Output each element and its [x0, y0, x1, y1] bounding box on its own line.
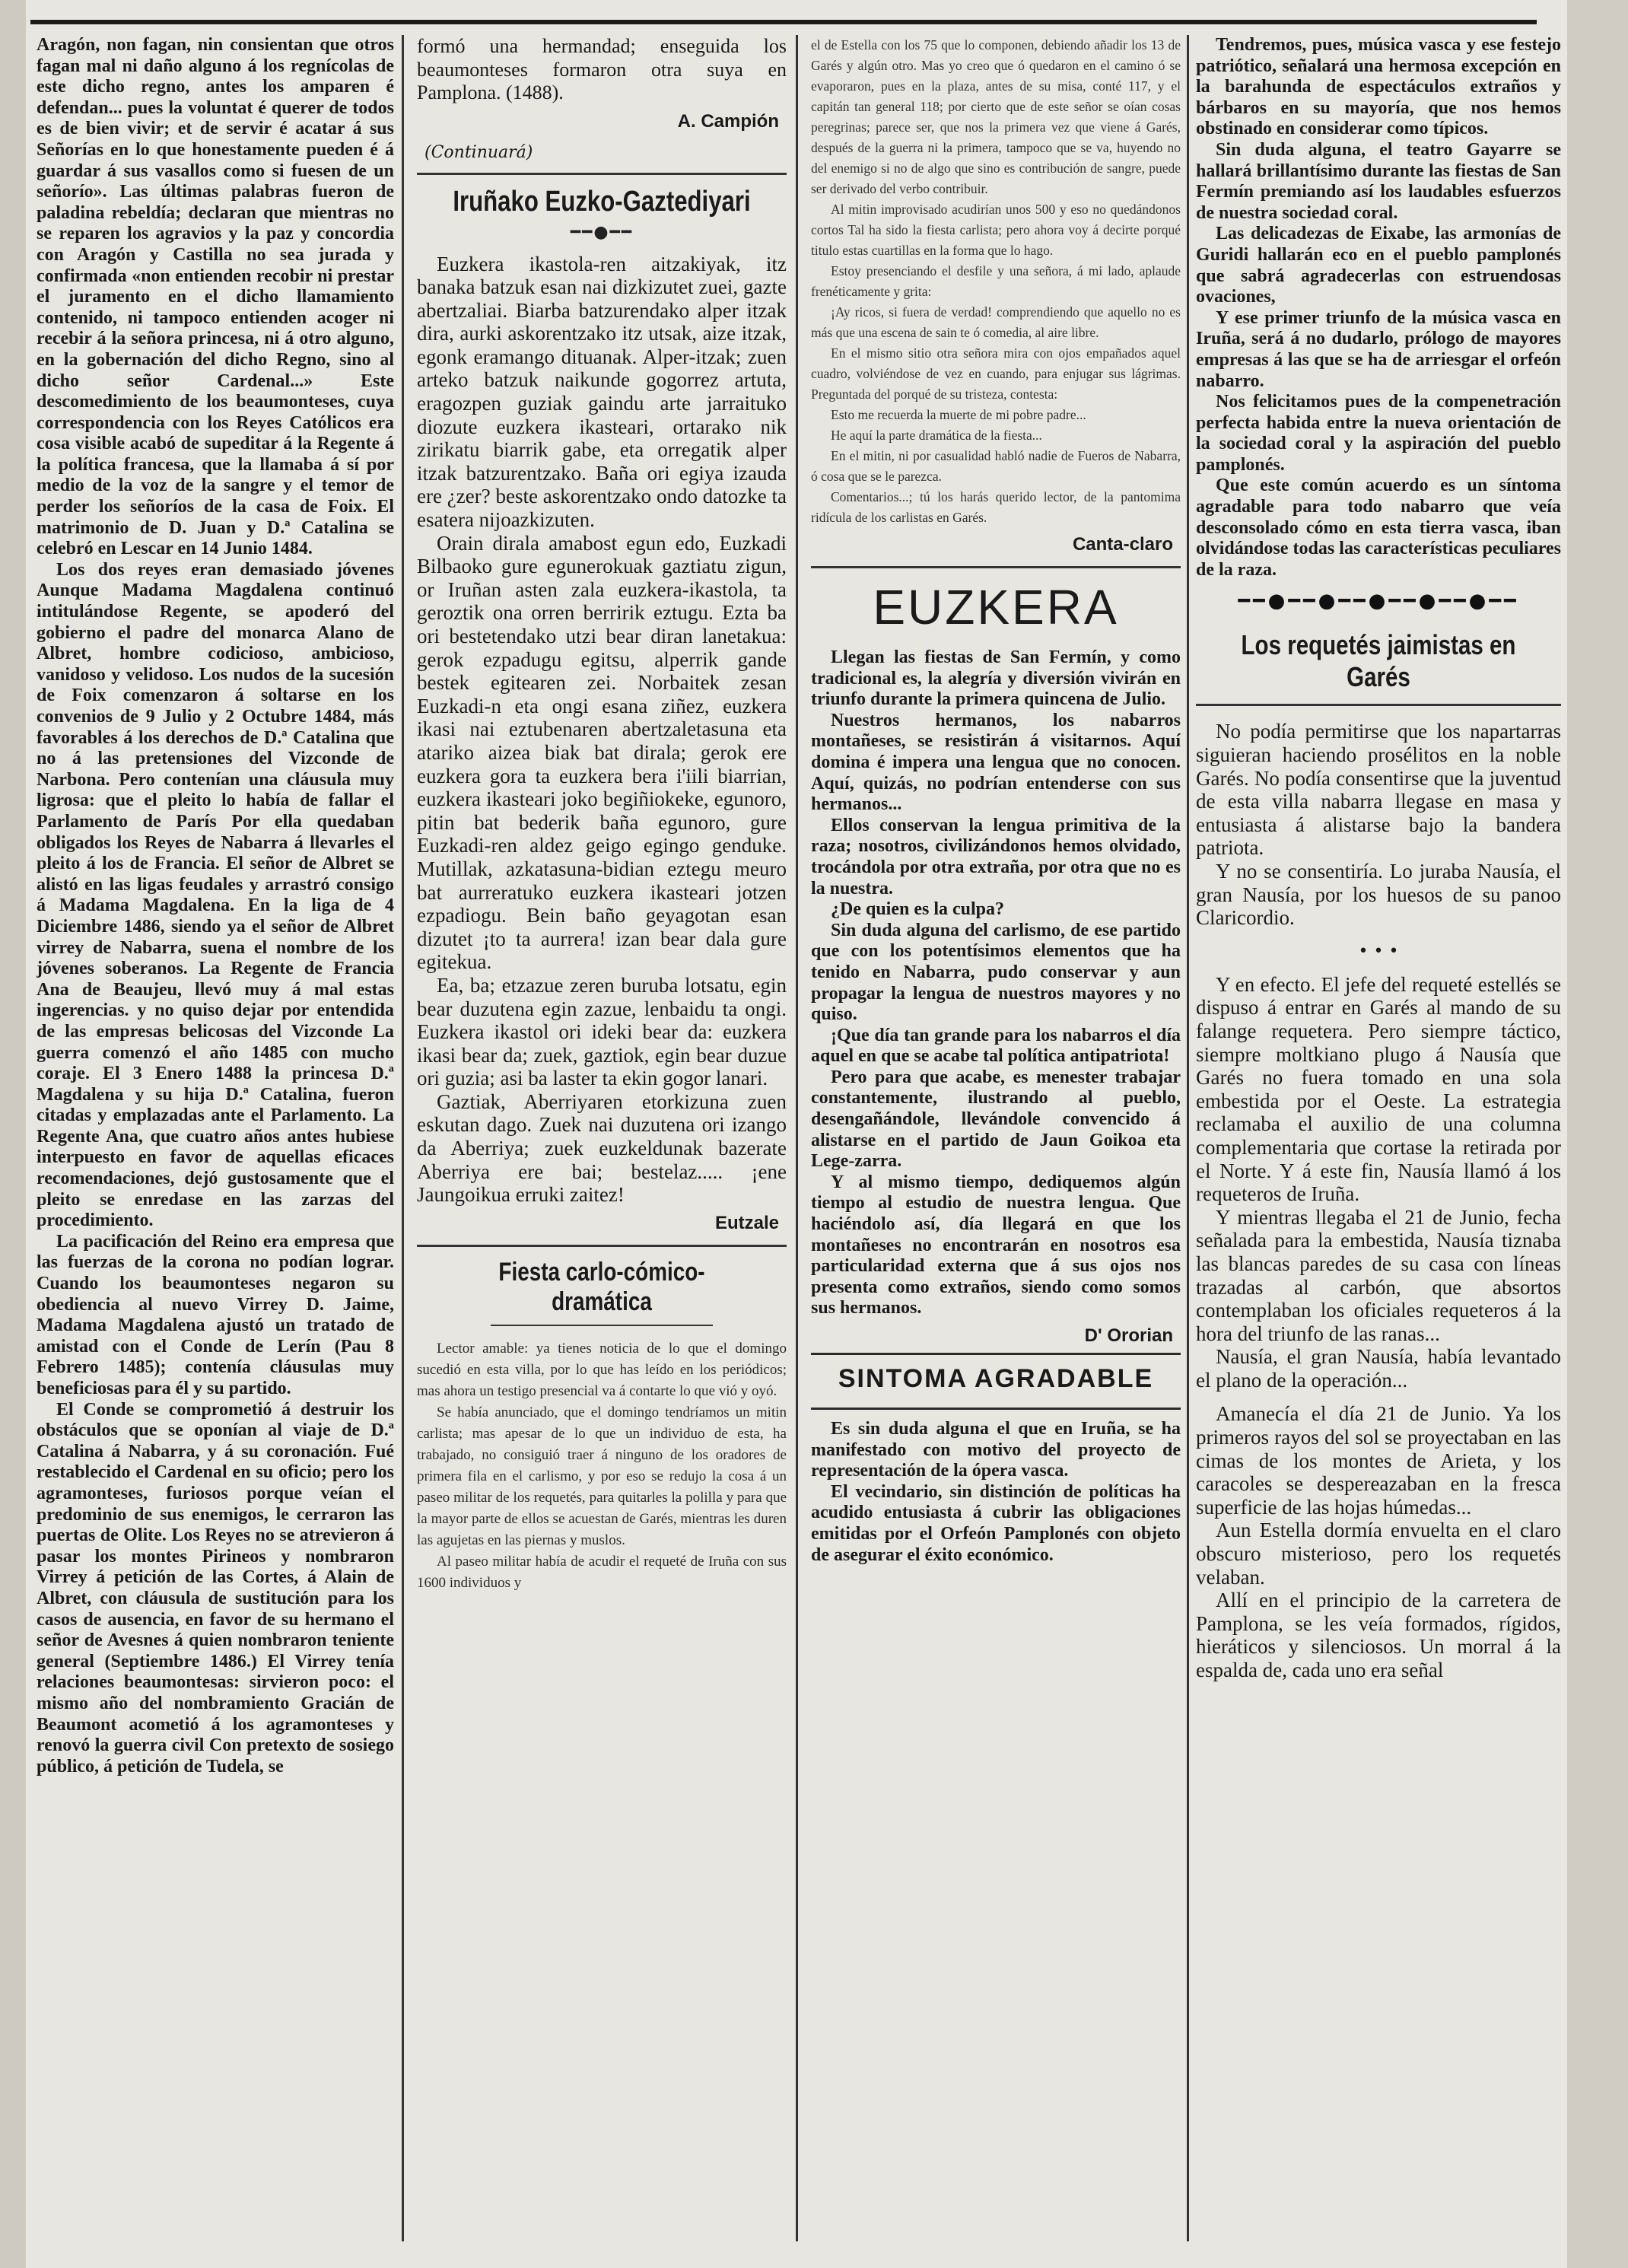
article-paragraph: Se había anunciado, que el domingo tendríamos un mitin carlista; mas apesar de lo que un individuo de esta, ha trabajado, no consiguió traer á ninguno de los oradores de primera fila en el carlismo, y por eso se redujo la cosa á un paseo militar de los requetés, para quitarles la polilla y para que la mayor parte de ellos se acuestan de Garés, mientras les duren las agujetas en las piernas y muslos. [417, 1404, 787, 1548]
ornament: ━━●━━ [570, 222, 634, 242]
column-1 [37, 35, 394, 2241]
article-paragraph: El vecindario, sin distinción de políticas ha acudido entusiasta á cubrir las obligaciones emitidas por el Orfeón Pamplonés con objeto de asegurar el éxito económico. [811, 1481, 1181, 1565]
right-page-margin [1567, 0, 1628, 2268]
article-paragraph: Ellos conservan la lengua primitiva de la raza; nosotros, civilizándonos hemos olvidado, trocándola por otra extraña, por otra que no es la nuestra. [811, 815, 1181, 899]
article-paragraph: Y mientras llegaba el 21 de Junio, fecha señalada para la embestida, Nausía tiznaba las blancas paredes de su casa con líneas trazadas al carbón, que absortos contemplaban los oficiales requeteros á la hora del triunfo de las ranas... [1196, 1205, 1561, 1345]
author-signature: D' Ororian [1084, 1325, 1173, 1346]
article-paragraph: La pacificación del Reino era empresa que las fuerzas de la corona no podían lograr. Cuando los beaumonteses negaron su obediencia al nuevo Virrey D. Jaime, Madama Magdalena ajustó un tratado de amistad con el Conde de Lerín (Pau 8 Febrero 1485); contenía cláusulas muy beneficiosas para él y su partido. [37, 1231, 394, 1398]
section-divider [811, 566, 1181, 568]
article-paragraph: Pero para que acabe, es menester trabajar constantemente, ilustrando al pueblo, desengañándole, llevándole convencido á alistarse en el partido de Jaun Goikoa eta Lege-zarra. [811, 1067, 1181, 1172]
left-page-margin [0, 0, 26, 2268]
continued-note: (Continuará) [424, 142, 533, 162]
section-divider [417, 173, 787, 175]
ornament: ━━●━━●━━●━━●━━●━━ [1238, 590, 1519, 613]
column-4 [1196, 35, 1561, 2241]
column-divider [1187, 35, 1189, 2241]
article-paragraph: Aragón, non fagan, nin consientan que otros fagan mal ni daño alguno á los regnícolas de este dicho regno, antes los amparen é defendan... pues la voluntat é querer de todos es de bien vivir; et de servir é acatar á sus Señorías en lo que honestamente pueden é á guardar á sus vasallos como si fuesen de un señorío». Las últimas palabras fueron de paladina rebeldía; declaran que mientras no se reparen los agravios y la paz y concordia con Aragón y Castilla no sea jurada y confirmada «non entienden recobir ni prestar el juramento en el dicho llamamiento contenido, ni tampoco entienden acoger ni recebir á la señora princesa, ni á otro alguno, en la gobernación del dicho Regno, sino al dicho señor Cardenal...» Este descomedimiento de los beaumonteses, cuya correspondencia con los Reyes Católicos era cosa visible acabó de supeditar á la Regente á la política francesa, que la llamaba á sí por medio de la voz de la sangre y el temor de perder los señoríos de la casa de Foix. El matrimonio de D. Juan y D.ª Catalina se celebró en Lescar en 14 Junio 1484. [37, 35, 394, 559]
article-paragraph: formó una hermandad; enseguida los beaumonteses formaron otra suya en Pamplona. (1488). [417, 35, 787, 103]
article-paragraph: En el mitin, ni por casualidad habló nadie de Fueros de Nabarra, ó cosa que se le parezca. [811, 448, 1181, 484]
article-paragraph: Lector amable: ya tienes noticia de lo que el domingo sucedió en esta villa, por lo que has leído en los periódicos; mas ahora un testigo presencial va á contarte lo que vió y oyó. [417, 1340, 787, 1399]
column-divider [402, 35, 404, 2241]
section-divider [1196, 704, 1561, 706]
author-signature: A. Campión [677, 110, 779, 132]
article-paragraph: Sin duda alguna, el teatro Gayarre se hallará brillantísimo durante las fiestas de San Fermín premiando así los laudables esfuerzos de nuestra sociedad coral. [1196, 139, 1561, 223]
article-paragraph: el de Estella con los 75 que lo componen, debiendo añadir los 13 de Garés y algún otro. Mas yo creo que ó quedaron en el camino ó se evaporaron, pues en la plaza, antes de su misa, conté 117, y el capitán tan general 118; por cierto que de este señor se oían cosas peregrinas; parece ser, que nos la primera vez que viene á Garés, después de la guerra ni la primera, tampoco que se va, huyendo no del enemigo si no de algo que sino es contribución de sangre, puede ser derivado del verbo contribuir. [811, 37, 1181, 196]
article-paragraph: Al paseo militar había de acudir el requeté de Iruña con sus 1600 individuos y [417, 1553, 787, 1591]
column-2 [417, 35, 787, 2241]
article-paragraph: Los dos reyes eran demasiado jóvenes Aunque Madama Magdalena continuó intitulándose Regente, se apoderó del gobierno el padre del monarca Alano de Albret, hombre codicioso, ambicioso, vanidoso y velidoso. Los nudos de la sucesión de Foix comenzaron á soltarse en los convenios de 9 Julio y 2 Octubre 1484, más favorables á los derechos de D.ª Catalina que no á las pretensiones del Vizconde de Narbona. Pero contenían una cláusula muy ligrosa: que el pleito lo había de fallar el Parlamento de París Por ella quedaban obligados los Reyes de Nabarra á llevarles el pleito á los de Francia. El señor de Albret se alistó en las ligas feudales y arrastró consigo á Madama Magdalena. En la liga de 4 Diciembre 1486, siendo ya el señor de Albret virrey de Nabarra, suena el nombre de los jóvenes soberanos. La Regente de Francia Ana de Beaujeu, llevó muy á mal estas ingerencias. y no quiso dejar por entendida de las empresas belicosas del Vizconde La guerra comenzó el año 1485 con mucho coraje. El 3 Enero 1488 la princesa D.ª Magdalena y su hija D.ª Catalina, fueron citadas y emplazadas ante el Parlamento. La Regente Ana, que cuatro años antes hubiese interpuesto en favor de aquellas eficaces recomendaciones, dejó gustosamente que el pleito se enredase en las zarzas del procedimiento. [37, 559, 394, 1231]
article-paragraph: Nuestros hermanos, los nabarros montañeses, se resistirán á visitarnos. Aquí domina é impera una lengua que no conocen. Aquí, quizás, no podrían entenderse con sus hermanos... [811, 710, 1181, 815]
article-paragraph: No podía permitirse que los napartarras siguieran haciendo prosélitos en la noble Garés. No podía consentirse que la juventud de esta villa nabarra llegase en masa y entusiasta á alistarse bajo la bandera patriota. [1196, 720, 1561, 860]
article-headline: SINTOMA AGRADABLE [838, 1364, 1154, 1393]
article-paragraph: Y no se consentiría. Lo juraba Nausía, el gran Nausía, por los huesos de su panoo Claricordio. [1196, 860, 1561, 930]
article-paragraph: Amanecía el día 21 de Junio. Ya los primeros rayos del sol se proyectaban en las cimas de los montes de Arieta, y los caracoles se despereazaban en la fresca superficie de las hojas húmedas... [1196, 1402, 1561, 1519]
article-paragraph: Y en efecto. El jefe del requeté estellés se dispuso á entrar en Garés al mando de su falange requetera. Pero siempre táctico, siempre moltkiano plugo á Nausía que Garés no fuera tomado en una sola embestida por el Oeste. La estrategia reclamaba el auxilio de una columna complementaria que cortase la retirada por el Norte. Y á este fin, Nausía llamó á los requeteros de Iruña. [1196, 972, 1561, 1206]
article-paragraph: He aquí la parte dramática de la fiesta... [831, 428, 1042, 443]
article-paragraph: Nos felicitamos pues de la compenetración perfecta habida entre la nueva orientación de la sociedad coral y la aspiración del pueblo pamplonés. [1196, 392, 1561, 475]
author-signature: Eutzale [714, 1212, 779, 1233]
article-paragraph: Ea, ba; etzazue zeren buruba lotsatu, egin bear duzutena egin zazue, lenbaidu ta ongi. Euzkera ikastol ori ideki bear da: euzkera ikasi bear da; zuek, gaztiok, egin bear duzue ori guzia; asi ba laster ta ekin gogor lanari. [417, 973, 787, 1090]
article-paragraph: Estoy presenciando el desfile y una señora, á mi lado, aplaude frenéticamente y grita: [811, 263, 1181, 299]
article-headline: Fiesta carlo-cómico-dramática [498, 1257, 705, 1316]
article-paragraph: Nausía, el gran Nausía, había levantado el plano de la operación... [1196, 1345, 1561, 1392]
section-divider [417, 1245, 787, 1247]
article-headline: EUZKERA [873, 580, 1119, 635]
article-paragraph: Tendremos, pues, música vasca y ese festejo patriótico, señalará una hermosa excepción en la barahunda de espectáculos extraños y bárbaros en su mayoría, que nos hemos obstinado en considerar como típicos. [1196, 35, 1561, 139]
headline-box [811, 1353, 1181, 1410]
article-paragraph: Orain dirala amabost egun edo, Euzkadi Bilbaoko gure egunerokuak gaztiatu zigun, or Iruñan asten zala euzkera-ikastola, ta geroztik ona orren berririk eztugu. Ezta ba ori bestetendako utzi bear diran lanetakua: gerok ezpadugu egitsu, alperrik gande bestek egitearen zei. Norbaitek zesan Euzkadi-n eta ongi esana ziñez, euzkera ikasi nai eztubenaren abertzaletasuna eta atariko aizea biak bat dirala; gerok ere euzkera gora ta euzkera bera i'iili biarrian, euzkera ikasteari joko begiñiokeke, egunoro, pitin bat bederik baña egunoro, gure Euzkadi-ren aldez geigo egingo genduke. Mutillak, azkatasuna-bidian eztegu meuro bat aurreratuko euzkera ikasteari jotzen ezpadiogu. Bein baño geyagotan esan dizutet ¡to ta aurrera! izan bear dala gure egitekua. [417, 531, 787, 974]
article-paragraph: ¿De quien es la culpa? [831, 899, 1005, 920]
column-3 [811, 35, 1181, 2241]
article-paragraph: ¡Que día tan grande para los nabarros el día aquel en que se acabe tal política antipatriota! [811, 1025, 1181, 1067]
article-headline: Los requetés jaimistas en Garés [1241, 629, 1516, 693]
article-paragraph: Las delicadezas de Eixabe, las armonías de Guridi hallarán eco en el pueblo pamplonés que sabrá agradecerlas con estruendosas ovaciones, [1196, 224, 1561, 307]
article-paragraph: Aun Estella dormía envuelta en el claro obscuro misterioso, pero los requetés velaban. [1196, 1519, 1561, 1589]
article-headline: Iruñako Euzko-Gaztediyari [453, 185, 751, 218]
article-paragraph: ¡Ay ricos, si fuera de verdad! comprendiendo que aquello no es más que una escena de sain te ó comedia, al aire libre. [811, 304, 1181, 340]
article-paragraph: Que este común acuerdo es un síntoma agradable para todo nabarro que veía desconsolado cómo en esta tierra vasca, iban olvidándose todas las características peculiares de la raza. [1196, 476, 1561, 580]
top-rule [30, 20, 1537, 24]
article-paragraph: Allí en el principio de la carretera de Pamplona, se les veía formados, rígidos, hieráticos y silenciosos. Un morral á la espalda de, cada uno era señal [1196, 1589, 1561, 1681]
article-paragraph: Y al mismo tiempo, dediquemos algún tiempo al estudio de nuestra lengua. Que haciéndolo así, día llegará en que los montañeses no encontrarán en nosotros esa particularidad externa que á sus ojos nos presenta como extraños, siendo como somos sus hermanos. [811, 1172, 1181, 1318]
article-paragraph: Euzkera ikastola-ren aitzakiyak, itz banaka batzuk esan nai dizkizutet zuei, gazte abertzaliai. Biarba batzurendako alper itzak dira, aurki askorentzako itz utsak, aize itzak, egonk eramango dituanak. Alper-itzak; zuen arteko batzuk naikunde gogorrez artuta, eragozpen guziak gaindu arte jarraituko diozute euzkera ikasteari, ortarako nik zirikatu biarrik gabe, eta orregatik alper itzak batzurentzako. Baña ori egiya izauda ere ¿zer? beste askorentzako ondo datozke ta esatera nijoazkizuten. [417, 252, 787, 532]
article-paragraph: Comentarios...; tú los harás querido lector, de la pantomima ridícula de los carlistas en Garés. [811, 489, 1181, 525]
article-paragraph: Al mitin improvisado acudirían unos 500 y eso no quedándonos cortos Tal ha sido la fiesta carlista; pero ahora voy á decirte porqué titulo estas cuartillas en la forma que lo hago. [811, 202, 1181, 258]
section-stars: • • • [1358, 941, 1399, 961]
article-paragraph: Gaztiak, Aberriyaren etorkizuna zuen eskutan dago. Zuek nai duzutena ori izango da Aberriya; zuek euzkeldunak bazerate Aberriya ere bai; bestelaz..... ¡ene Jaungoikua erruki zaitez! [417, 1089, 787, 1207]
article-paragraph: Y ese primer triunfo de la música vasca en Iruña, será á no dudarlo, prólogo de mayores empresas á las que se ha de arriesgar el orfeón nabarro. [1196, 307, 1561, 391]
article-paragraph: Llegan las fiestas de San Fermín, y como tradicional es, la alegría y diversión vivirán en triunfo durante la primera quincena de Julio. [811, 647, 1181, 710]
article-paragraph: Es sin duda alguna el que en Iruña, se ha manifestado con motivo del proyecto de representación de la ópera vasca. [811, 1419, 1181, 1481]
headline-underline [491, 1325, 713, 1326]
article-paragraph: En el mismo sitio otra señora mira con ojos empañados aquel cuadro, volviéndose de vez en cuando, para enjugar sus lágrimas. Preguntada del porqué de su tristeza, contesta: [811, 345, 1181, 402]
article-paragraph: Sin duda alguna del carlismo, de ese partido que con los potentísimos elementos que ha tenido en Nabarra, pudo conservar y aun propagar la lengua de nuestros mayores y no quiso. [811, 920, 1181, 1025]
article-paragraph: El Conde se comprometió á destruir los obstáculos que se oponían al viaje de D.ª Catalina á Nabarra, y á su coronación. Fué restablecido el Cardenal en su oficio; pero los agramonteses, furiosos porque veían el predominio de sus enemigos, le cerraron las puertas de Olite. Los Reyes no se atrevieron á pasar los montes Pirineos y nombraron Virrey á petición de las Cortes, á Alain de Albret, con cláusula de sustitución para los casos de ausencia, en favor de su hermano el señor de Avesnes á quien nombraron teniente general (Septiembre 1486.) El Virrey tenía relaciones beaumontesas: sirvieron poco: el mismo año del nombramiento Gracián de Beaumont acometió á los agramonteses y renovó la guerra civil Con pretexto de sosiego público, á petición de Tudela, se [37, 1399, 394, 1777]
article-paragraph: Esto me recuerda la muerte de mi pobre padre... [831, 407, 1086, 422]
author-signature: Canta-claro [1072, 534, 1173, 555]
column-divider [796, 35, 798, 2241]
